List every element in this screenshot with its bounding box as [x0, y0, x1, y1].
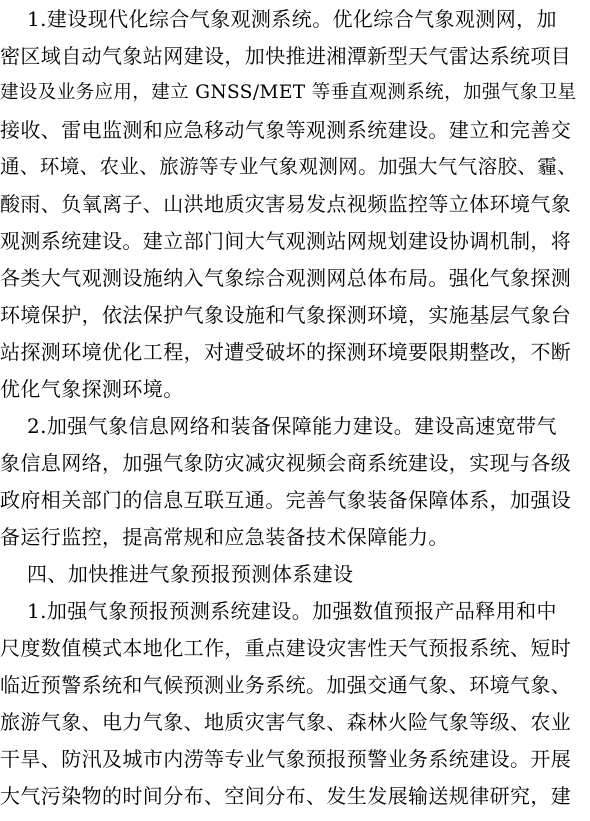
text-line: 密区域自动气象站网建设，加快推进湘潭新型天气雷达系统项目 [0, 44, 572, 68]
text-line: 政府相关部门的信息互联互通。完善气象装备保障体系，加强设 [0, 488, 572, 512]
text-line: 旅游气象、电力气象、地质灾害气象、森林火险气象等级、农业 [0, 710, 572, 734]
text-line: 环境保护，依法保护气象设施和气象探测环境，实施基层气象台 [0, 303, 572, 327]
text-line: 干旱、防汛及城市内涝等专业气象预报预警业务系统建设。开展 [0, 747, 572, 771]
text-line: 1.加强气象预报预测系统建设。加强数值预报产品释用和中 [0, 599, 557, 623]
text-line: 大气污染物的时间分布、空间分布、发生发展输送规律研究，建 [0, 784, 572, 808]
text-line: 站探测环境优化工程，对遭受破坏的探测环境要限期整改，不断 [0, 340, 572, 364]
text-line: 2.加强气象信息网络和装备保障能力建设。建设高速宽带气 [0, 414, 557, 438]
text-line: 优化气象探测环境。 [0, 377, 184, 401]
text-line: 接收、雷电监测和应急移动气象等观测系统建设。建立和完善交 [0, 118, 572, 142]
text-line: 象信息网络，加强气象防灾减灾视频会商系统建设，实现与各级 [0, 451, 572, 475]
text-line: 备运行监控，提高常规和应急装备技术保障能力。 [0, 525, 449, 549]
text-line: 各类大气观测设施纳入气象综合观测网总体布局。强化气象探测 [0, 266, 572, 290]
text-line: 临近预警系统和气候预测业务系统。加强交通气象、环境气象、 [0, 673, 572, 697]
text-line: 尺度数值模式本地化工作，重点建设灾害性天气预报系统、短时 [0, 636, 572, 660]
section-heading: 四、加快推进气象预报预测体系建设 [0, 562, 354, 586]
text-line: 观测系统建设。建立部门间大气观测站网规划建设协调机制，将 [0, 229, 572, 253]
text-line: 通、环境、农业、旅游等专业气象观测网。加强大气气溶胶、霾、 [0, 155, 578, 178]
text-line: 1.建设现代化综合气象观测系统。优化综合气象观测网，加 [0, 7, 557, 31]
text-line: 建设及业务应用，建立 GNSS/MET 等垂直观测系统，加强气象卫星 [0, 82, 577, 103]
text-line: 酸雨、负氧离子、山洪地质灾害易发点视频监控等立体环境气象 [0, 192, 572, 216]
